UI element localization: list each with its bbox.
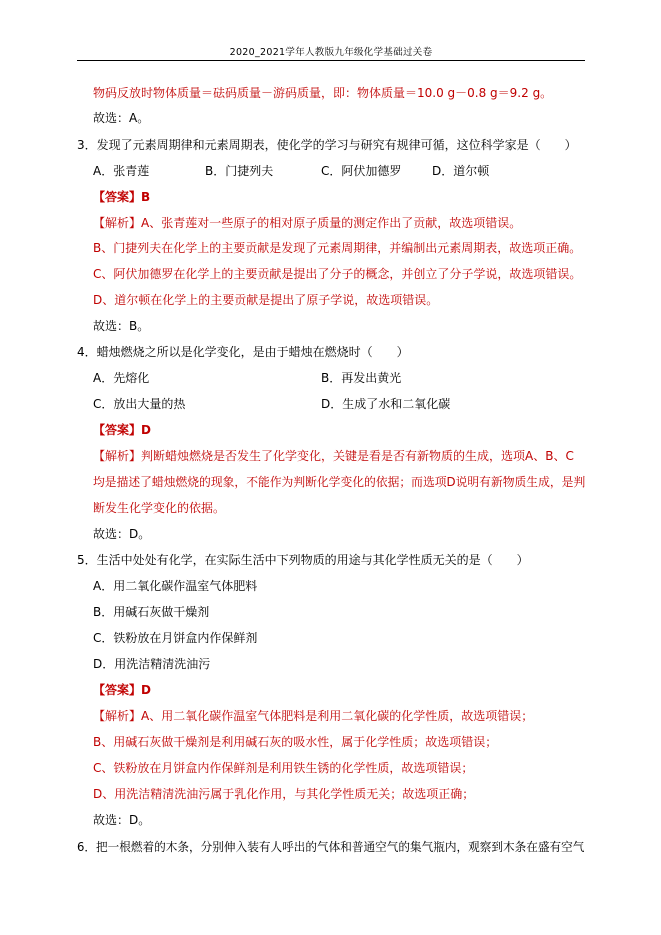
analysis-line: B、用碱石灰做干燥剂是利用碱石灰的吸水性，属于化学性质；故选项错误； [93, 735, 498, 749]
answer-label: 【答案】B [93, 190, 151, 204]
analysis-line: D、道尔顿在化学上的主要贡献是提出了原子学说，故选项错误。 [93, 293, 439, 307]
conclusion-line: 故选：D。 [93, 527, 151, 541]
question-stem: 6．把一根燃着的木条，分别伸入装有人呼出的气体和普通空气的集气瓶内，观察到木条在盛有空气 [77, 840, 585, 854]
analysis-line: 【解析】A、用二氧化碳作温室气体肥料是利用二氧化碳的化学性质，故选项错误； [93, 709, 534, 723]
option-c: C．阿伏加德罗 [321, 164, 402, 178]
answer-label: 【答案】D [93, 423, 151, 437]
answer-label: 【答案】D [93, 683, 151, 697]
analysis-line: 【解析】判断蜡烛燃烧是否发生了化学变化，关键是看是否有新物质的生成，选项A、B、C [93, 449, 574, 463]
option-d: D．用洗洁精清洗油污 [93, 657, 211, 671]
option-d: D．道尔顿 [432, 164, 490, 178]
analysis-line: B、门捷列夫在化学上的主要贡献是发现了元素周期律，并编制出元素周期表，故选项正确。 [93, 241, 582, 255]
option-b: B．用碱石灰做干燥剂 [93, 605, 210, 619]
option-a: A．用二氧化碳作温室气体肥料 [93, 579, 258, 593]
option-c: C．放出大量的热 [93, 397, 186, 411]
analysis-line: 断发生化学变化的依据。 [93, 501, 226, 515]
header-divider [77, 60, 585, 61]
option-c: C．铁粉放在月饼盒内作保鲜剂 [93, 631, 258, 645]
analysis-line: C、铁粉放在月饼盒内作保鲜剂是利用铁生锈的化学性质，故选项错误； [93, 761, 474, 775]
question-stem: 5．生活中处处有化学，在实际生活中下列物质的用途与其化学性质无关的是（ ） [77, 553, 529, 567]
option-b: B．再发出黄光 [321, 371, 402, 385]
analysis-line: 均是描述了蜡烛燃烧的现象，不能作为判断化学变化的依据；而选项D说明有新物质生成，是判 [93, 475, 586, 489]
analysis-line: D、用洗洁精清洗油污属于乳化作用，与其化学性质无关；故选项正确； [93, 787, 475, 801]
option-d: D．生成了水和二氧化碳 [321, 397, 451, 411]
conclusion-line: 故选：A。 [93, 111, 150, 125]
option-a: A．张青莲 [93, 164, 150, 178]
option-a: A．先熔化 [93, 371, 150, 385]
analysis-line: C、阿伏加德罗在化学上的主要贡献是提出了分子的概念，并创立了分子学说，故选项错误。 [93, 267, 582, 281]
page-header: 2020_2021学年人教版九年级化学基础过关卷 [229, 47, 433, 58]
conclusion-line: 故选：B。 [93, 319, 150, 333]
explanation-line: 物码反放时物体质量＝砝码质量－游码质量，即：物体质量＝10.0 g－0.8 g＝9.2 g。 [93, 86, 553, 100]
option-b: B．门捷列夫 [205, 164, 274, 178]
question-stem: 3．发现了元素周期律和元素周期表，使化学的学习与研究有规律可循，这位科学家是（ ） [77, 138, 577, 152]
question-stem: 4．蜡烛燃烧之所以是化学变化，是由于蜡烛在燃烧时（ ） [77, 345, 409, 359]
analysis-line: 【解析】A、张青莲对一些原子的相对原子质量的测定作出了贡献，故选项错误。 [93, 216, 522, 230]
conclusion-line: 故选：D。 [93, 813, 151, 827]
